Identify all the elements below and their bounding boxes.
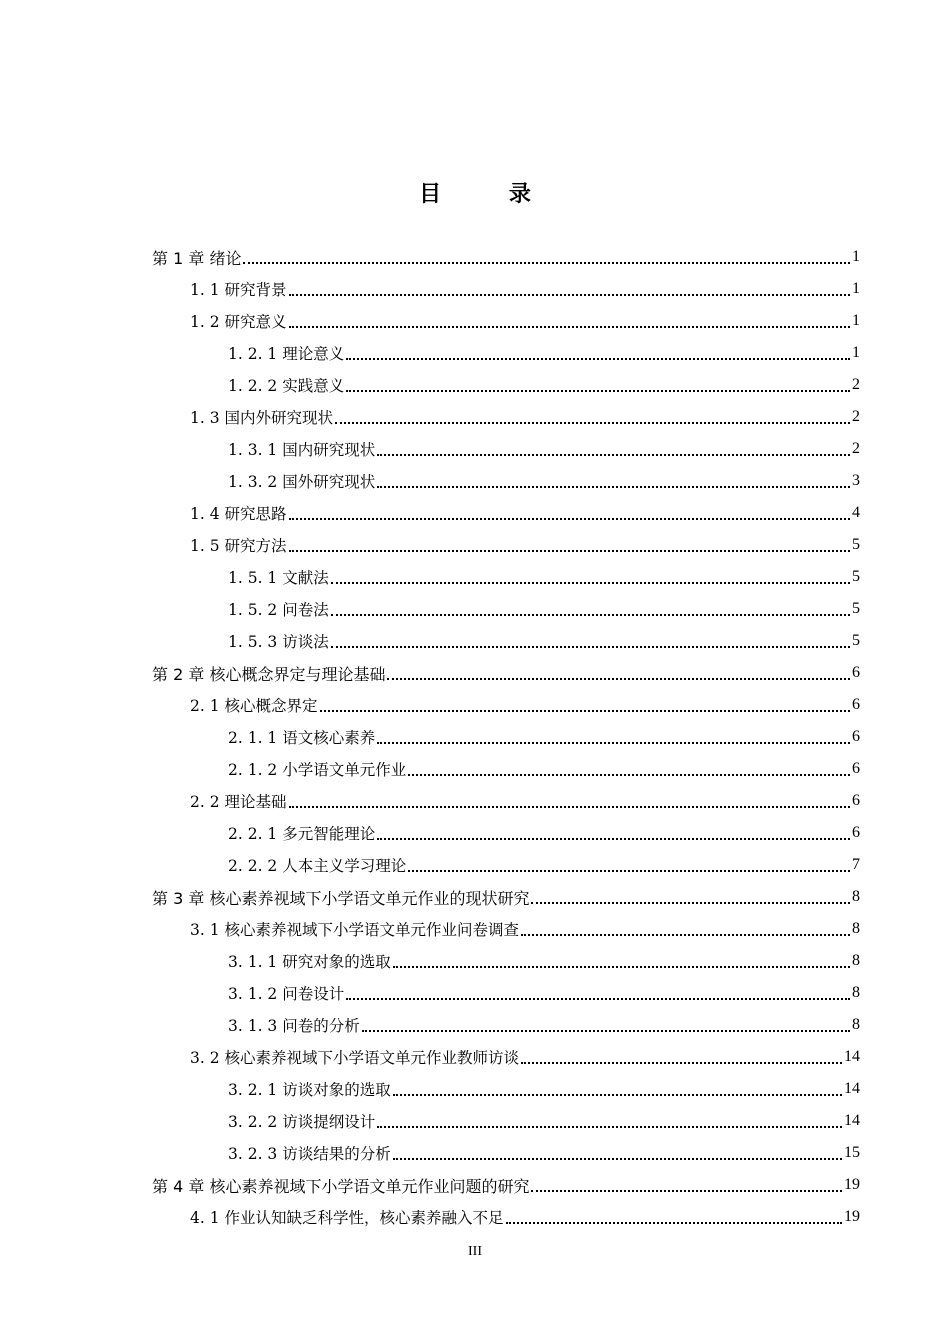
- toc-entry[interactable]: [228, 818, 860, 848]
- dot-leader: [531, 1190, 842, 1192]
- dot-leader: [289, 326, 850, 328]
- toc-entry-label: 第 4 章 核心素养视域下小学语文单元作业问题的研究: [152, 1176, 530, 1196]
- toc-entry-page: 6: [852, 792, 860, 809]
- toc-entry-label: 1. 5. 1 文献法: [228, 569, 329, 587]
- toc-entry-label: 1. 2 研究意义: [190, 313, 287, 331]
- dot-leader: [377, 454, 850, 456]
- toc-entry[interactable]: [228, 370, 860, 400]
- toc-entry[interactable]: [190, 1042, 860, 1072]
- toc-entry-page: 19: [844, 1176, 860, 1193]
- toc-entry-page: 8: [852, 1016, 860, 1033]
- toc-entry-label: 1. 3 国内外研究现状: [190, 409, 334, 427]
- dot-leader: [521, 934, 850, 936]
- dot-leader: [408, 774, 850, 776]
- dot-leader: [506, 1222, 842, 1224]
- toc-entry-label: 2. 2 理论基础: [190, 793, 287, 811]
- dot-leader: [387, 678, 850, 680]
- toc-entry-label: 2. 2. 1 多元智能理论: [228, 825, 376, 843]
- toc-entry-label: 3. 1 核心素养视域下小学语文单元作业问卷调查: [190, 921, 520, 939]
- toc-entry-page: 4: [852, 504, 860, 521]
- toc-entry[interactable]: [152, 1170, 860, 1200]
- toc-entry-page: 7: [852, 856, 860, 873]
- dot-leader: [377, 1126, 842, 1128]
- toc-entry[interactable]: [228, 722, 860, 752]
- toc-entry-page: 1: [852, 280, 860, 297]
- toc-entry[interactable]: [228, 1010, 860, 1040]
- toc-entry-page: 19: [844, 1208, 860, 1225]
- toc-entry-page: 1: [852, 312, 860, 329]
- toc-entry-page: 6: [852, 728, 860, 745]
- toc-entry-page: 14: [844, 1048, 860, 1065]
- toc-entry-label: 1. 5 研究方法: [190, 537, 287, 555]
- toc-entry[interactable]: [228, 562, 860, 592]
- toc-entry-page: 15: [844, 1144, 860, 1161]
- toc-entry-label: 1. 5. 2 问卷法: [228, 601, 329, 619]
- toc-entry-page: 6: [852, 696, 860, 713]
- dot-leader: [393, 966, 850, 968]
- toc-entry-label: 2. 2. 2 人本主义学习理论: [228, 857, 407, 875]
- toc-entry-label: 2. 1. 1 语文核心素养: [228, 729, 376, 747]
- toc-entry-label: 3. 1. 2 问卷设计: [228, 985, 345, 1003]
- toc-entry-page: 14: [844, 1112, 860, 1129]
- toc-entry-page: 3: [852, 472, 860, 489]
- toc-entry[interactable]: [228, 338, 860, 368]
- toc-entry[interactable]: [190, 498, 860, 528]
- dot-leader: [377, 838, 850, 840]
- toc-entry[interactable]: [190, 1202, 860, 1232]
- toc-entry-label: 3. 2 核心素养视域下小学语文单元作业教师访谈: [190, 1049, 520, 1067]
- toc-entry-page: 5: [852, 568, 860, 585]
- toc-entry[interactable]: [190, 530, 860, 560]
- toc-entry[interactable]: [228, 978, 860, 1008]
- toc-entry-label: 1. 5. 3 访谈法: [228, 633, 329, 651]
- dot-leader: [331, 646, 850, 648]
- toc-entry-label: 3. 1. 1 研究对象的选取: [228, 953, 391, 971]
- toc-entry-label: 1. 2. 2 实践意义: [228, 377, 345, 395]
- dot-leader: [377, 486, 850, 488]
- toc-entry-page: 2: [852, 408, 860, 425]
- toc-entry-page: 1: [852, 344, 860, 361]
- dot-leader: [289, 806, 850, 808]
- dot-leader: [377, 742, 850, 744]
- toc-entry-page: 8: [852, 888, 860, 905]
- toc-entry-page: 2: [852, 376, 860, 393]
- toc-entry-page: 2: [852, 440, 860, 457]
- toc-entry-label: 2. 1. 2 小学语文单元作业: [228, 761, 407, 779]
- toc-entry[interactable]: [228, 466, 860, 496]
- dot-leader: [531, 902, 850, 904]
- toc-entry-label: 3. 2. 3 访谈结果的分析: [228, 1145, 391, 1163]
- page-title: 目 录: [419, 182, 561, 207]
- toc-entry-page: 5: [852, 536, 860, 553]
- toc-entry-label: 第 3 章 核心素养视域下小学语文单元作业的现状研究: [152, 888, 530, 908]
- dot-leader: [289, 550, 850, 552]
- dot-leader: [335, 422, 850, 424]
- toc-entry[interactable]: [228, 754, 860, 784]
- toc-entry[interactable]: [152, 882, 860, 912]
- dot-leader: [362, 1030, 850, 1032]
- toc-entry-page: 6: [852, 760, 860, 777]
- toc-entry[interactable]: [228, 594, 860, 624]
- toc-entry-label: 1. 2. 1 理论意义: [228, 345, 345, 363]
- toc-entry[interactable]: [190, 914, 860, 944]
- toc-entry-label: 2. 1 核心概念界定: [190, 697, 318, 715]
- toc-entry-label: 3. 2. 1 访谈对象的选取: [228, 1081, 391, 1099]
- toc-entry[interactable]: [228, 946, 860, 976]
- toc-entry[interactable]: [190, 786, 860, 816]
- toc-entry-page: 8: [852, 920, 860, 937]
- toc-entry[interactable]: [228, 850, 860, 880]
- dot-leader: [408, 870, 850, 872]
- dot-leader: [331, 614, 850, 616]
- toc-entry-label: 3. 2. 2 访谈提纲设计: [228, 1113, 376, 1131]
- dot-leader: [393, 1158, 842, 1160]
- toc-entry-label: 1. 3. 2 国外研究现状: [228, 473, 376, 491]
- toc-entry-page: 6: [852, 824, 860, 841]
- toc-entry-page: 14: [844, 1080, 860, 1097]
- toc-entry[interactable]: [190, 690, 860, 720]
- toc-entry[interactable]: [228, 1106, 860, 1136]
- toc-entry[interactable]: [190, 274, 860, 304]
- dot-leader: [289, 518, 850, 520]
- dot-leader: [346, 390, 850, 392]
- toc-entry-label: 1. 4 研究思路: [190, 505, 287, 523]
- toc-entry-page: 8: [852, 984, 860, 1001]
- dot-leader: [320, 710, 850, 712]
- toc-entry-page: 5: [852, 600, 860, 617]
- dot-leader: [521, 1062, 842, 1064]
- toc-entry[interactable]: [152, 242, 860, 272]
- dot-leader: [289, 294, 850, 296]
- toc-entry[interactable]: [190, 402, 860, 432]
- toc-entry-page: 6: [852, 664, 860, 681]
- dot-leader: [393, 1094, 842, 1096]
- toc-entry-page: 5: [852, 632, 860, 649]
- dot-leader: [243, 262, 850, 264]
- toc-entry[interactable]: [228, 626, 860, 656]
- toc-entry[interactable]: [228, 1138, 860, 1168]
- toc-entry-label: 1. 1 研究背景: [190, 281, 287, 299]
- toc-entry-page: 8: [852, 952, 860, 969]
- toc-entry-label: 3. 1. 3 问卷的分析: [228, 1017, 360, 1035]
- toc-entry-label: 1. 3. 1 国内研究现状: [228, 441, 376, 459]
- toc-entry[interactable]: [152, 658, 860, 688]
- dot-leader: [331, 582, 850, 584]
- page-number: III: [468, 1244, 482, 1259]
- toc-entry-label: 第 2 章 核心概念界定与理论基础: [152, 664, 386, 684]
- toc-entry[interactable]: [228, 434, 860, 464]
- toc-entry-label: 4. 1 作业认知缺乏科学性，核心素养融入不足: [190, 1209, 504, 1227]
- toc-entry-label: 第 1 章 绪论: [152, 248, 242, 268]
- dot-leader: [346, 358, 850, 360]
- toc-entry[interactable]: [190, 306, 860, 336]
- dot-leader: [346, 998, 850, 1000]
- toc-entry[interactable]: [228, 1074, 860, 1104]
- toc-entry-page: 1: [852, 248, 860, 265]
